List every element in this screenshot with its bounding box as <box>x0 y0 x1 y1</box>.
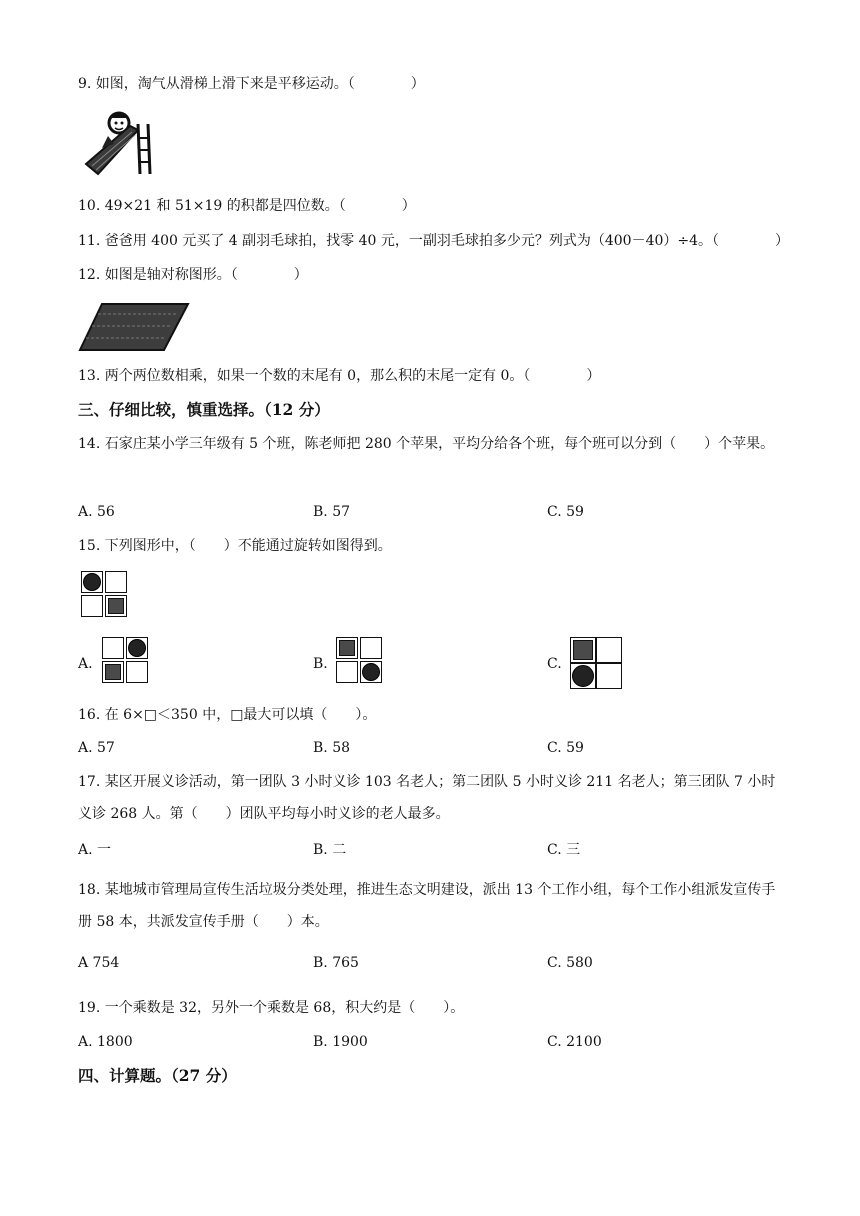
q18-option-a: A 754 <box>78 955 120 971</box>
question-16: 16. 在 6×□＜350 中，□最大可以填（ ）。 <box>78 707 377 723</box>
question-12: 12. 如图是轴对称图形。（ ） <box>78 267 308 283</box>
q14-option-a: A. 56 <box>78 504 115 520</box>
question-15: 15. 下列图形中，（ ）不能通过旋转如图得到。 <box>78 538 392 554</box>
q14-option-c: C. 59 <box>547 504 584 520</box>
q17-option-b: B. 二 <box>313 842 347 858</box>
question-18: 18. 某地城市管理局宣传生活垃圾分类处理，推进生态文明建设，派出 13 个工作小组，每个工作小组派发宣传手册 58 本，共派发宣传手册（ ）本。 <box>78 882 776 930</box>
question-13: 13. 两个两位数相乘，如果一个数的末尾有 0，那么积的末尾一定有 0。（ ） <box>78 368 601 384</box>
q15-option-b-figure <box>336 637 384 685</box>
q19-option-c: C. 2100 <box>547 1034 602 1050</box>
question-19: 19. 一个乘数是 32，另外一个乘数是 68，积大约是（ ）。 <box>78 1000 465 1016</box>
q14-option-b: B. 57 <box>313 504 351 520</box>
q16-option-a: A. 57 <box>78 740 115 756</box>
q19-option-a: A. 1800 <box>78 1034 133 1050</box>
q19-option-b: B. 1900 <box>313 1034 368 1050</box>
question-11: 11. 爸爸用 400 元买了 4 副羽毛球拍，找零 40 元，一副羽毛球拍多少元？列式为（400－40）÷4。（ ） <box>78 233 790 249</box>
q18-option-c: C. 580 <box>547 955 593 971</box>
section-4-heading: 四、计算题。（27 分） <box>78 1066 237 1085</box>
q15-option-a-figure <box>102 637 150 685</box>
question-10: 10. 49×21 和 51×19 的积都是四位数。（ ） <box>78 198 416 214</box>
q15-reference-figure <box>81 571 129 619</box>
question-9: 9. 如图，淘气从滑梯上滑下来是平移运动。（ ） <box>78 76 425 92</box>
q16-option-c: C. 59 <box>547 740 584 756</box>
slide-illustration <box>78 104 154 178</box>
parallelogram-figure <box>78 302 190 352</box>
q15-option-c-figure <box>570 637 622 689</box>
section-3-heading: 三、仔细比较，慎重选择。（12 分） <box>78 400 330 419</box>
q17-option-a: A. 一 <box>78 842 112 858</box>
question-14: 14. 石家庄某小学三年级有 5 个班，陈老师把 280 个苹果，平均分给各个班，每个班可以分到（ ）个苹果。 <box>78 436 775 452</box>
question-17: 17. 某区开展义诊活动，第一团队 3 小时义诊 103 名老人；第二团队 5 小时义诊 211 名老人；第三团队 7 小时义诊 268 人。第（ ）团队平均每小时义诊的老人最多。 <box>78 774 776 822</box>
q16-option-b: B. 58 <box>313 740 351 756</box>
q15-option-b: B. <box>313 656 328 672</box>
q15-option-a: A. <box>78 656 93 672</box>
q15-option-c: C. <box>547 656 562 672</box>
q18-option-b: B. 765 <box>313 955 359 971</box>
q17-option-c: C. 三 <box>547 842 581 858</box>
